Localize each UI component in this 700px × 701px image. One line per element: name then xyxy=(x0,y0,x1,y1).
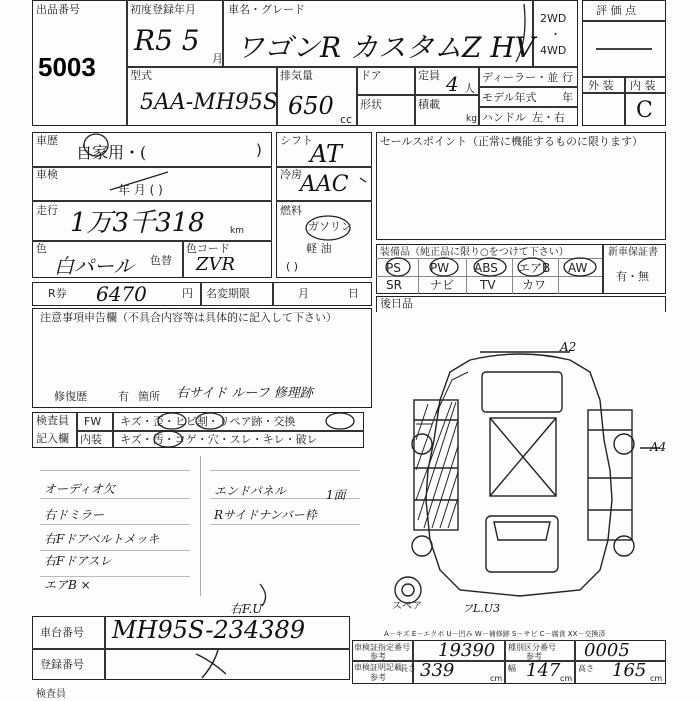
equipment-label: 装備品（純正品に限り○をつけて下さい） xyxy=(380,247,569,258)
reg-doc-ref: 参考 xyxy=(370,673,386,682)
class-no-label: 種別区分番号 xyxy=(508,643,556,652)
shape-label: 形状 xyxy=(360,98,382,111)
remark-8: 1面 xyxy=(326,488,346,502)
first-reg-label: 初度登録年月 xyxy=(130,3,196,16)
height-unit: cm xyxy=(650,674,663,683)
model-year-suffix: 年 xyxy=(562,91,573,104)
yen-unit: 円 xyxy=(182,287,193,300)
equip-tv: TV xyxy=(480,278,496,292)
displacement-value: 650 xyxy=(288,92,334,120)
sales-point-label: セールスポイント（正常に機能するものに限ります） xyxy=(380,135,644,148)
fuel-diesel: 軽 油 xyxy=(306,242,332,255)
remark-6: エンドパネル xyxy=(214,484,286,498)
month-unit-2: 月 xyxy=(298,287,309,300)
door-label: ドア xyxy=(360,69,382,82)
remark-3: 右Fドアベルトメッキ xyxy=(44,532,160,546)
width-value: 147 xyxy=(526,660,561,681)
month-unit: 月 xyxy=(212,52,223,65)
length-unit: cm xyxy=(490,674,503,683)
repair-location-value: 右サイド ルーフ 修理跡 xyxy=(176,386,313,401)
width-label: 幅 xyxy=(508,664,516,673)
equip-navi: ナビ xyxy=(430,278,455,292)
name-change-label: 名変期限 xyxy=(206,287,250,300)
inspection-value: 年 月 ( ) xyxy=(118,183,163,197)
handle-label: ハンドル xyxy=(482,111,526,124)
equip-ps: PS xyxy=(386,261,401,275)
drive-2wd: 2WD xyxy=(540,12,567,25)
mark-a2: A2 xyxy=(560,340,577,354)
shift-label: シフト xyxy=(280,134,313,147)
drive-dot: ・ xyxy=(550,28,561,41)
color-code-value: ZVR xyxy=(196,254,236,275)
entry-label: 記入欄 xyxy=(36,432,69,445)
spec-no-label: 車検証指定番号 xyxy=(354,643,410,652)
equip-sr: SR xyxy=(386,278,402,292)
fuel-label: 燃料 xyxy=(280,204,302,217)
fw-label: FW xyxy=(84,415,102,428)
model-year-label: モデル年式 xyxy=(482,91,537,104)
recycle-label: R券 xyxy=(48,287,67,300)
first-reg-value: R5 5 xyxy=(134,24,200,57)
color-code-label: 色コード xyxy=(186,242,230,255)
length-value: 339 xyxy=(420,660,455,681)
fuel-gas: ガソリン xyxy=(308,220,352,233)
fw-items: キズ・歪・ヒビ割・リペア跡・交換 xyxy=(120,415,296,428)
equip-airbag: エアB xyxy=(518,261,551,275)
handle-value: 左・右 xyxy=(532,111,565,124)
warranty-value: 有・無 xyxy=(616,270,649,283)
day-unit: 日 xyxy=(348,287,359,300)
remark-7: Rサイドナンバー枠 xyxy=(214,508,317,522)
drive-4wd: 4WD xyxy=(540,44,567,57)
car-name-value: ワゴンR カスタムZ HV xyxy=(236,31,535,64)
grade-label: 評 価 点 xyxy=(596,4,636,17)
equip-leather: カワ xyxy=(522,278,547,292)
class-no-value: 0005 xyxy=(584,640,630,661)
fuel-paren: ( ) xyxy=(286,260,299,273)
class-ref-label: 参考 xyxy=(526,652,542,661)
remark-2: 右ドミラー xyxy=(44,508,105,522)
reg-doc-label: 車検証明記載 xyxy=(354,663,402,672)
spec-no-value: 19390 xyxy=(438,640,496,661)
model-value: 5AA-MH95S xyxy=(140,90,278,115)
remark-5: エアB × xyxy=(44,578,91,592)
recycle-value: 6470 xyxy=(96,282,147,306)
width-unit: cm xyxy=(560,674,573,683)
cc-unit: cc xyxy=(340,113,353,126)
color-change-label: 色替 xyxy=(150,254,172,267)
spare-label: スペア xyxy=(392,601,422,612)
capacity-value: 4 xyxy=(446,72,459,96)
exterior-label: 外 装 xyxy=(588,79,614,92)
person-unit: 人 xyxy=(464,82,475,95)
remark-1: オーディオ欠 xyxy=(44,482,116,496)
chassis-label: 車台番号 xyxy=(40,626,84,639)
capacity-label: 定員 xyxy=(418,69,440,82)
damage-legend: A－キズ E－エクボ U－凹み W－補修跡 S－サビ C－腐食 XX－交換済 xyxy=(384,630,606,638)
repair-label: 修復歴 xyxy=(54,390,87,403)
ac-value: AAC xyxy=(300,172,349,197)
registration-label: 登録番号 xyxy=(40,658,84,671)
mark-a4: A4 xyxy=(650,440,667,454)
mileage-label: 走行 xyxy=(36,204,58,217)
notes-label: 注意事項申告欄（不具合内容等は具体的に記入して下さい） xyxy=(40,311,337,324)
next-inspector-label: 検査員 xyxy=(36,689,66,700)
in-label: 内装 xyxy=(80,433,102,446)
lot-number: 5003 xyxy=(38,52,96,82)
color-value: 白パール xyxy=(54,254,134,278)
equip-abs: ABS xyxy=(474,261,498,275)
dealer-label: ディーラー・並 xyxy=(482,71,559,84)
repair-location-label: 箇所 xyxy=(138,390,160,403)
ac-label: 冷房 xyxy=(280,168,302,181)
spec-ref-label: 参考 xyxy=(370,652,386,661)
color-label: 色 xyxy=(36,242,47,255)
remark-4: 右Fドアスレ xyxy=(44,554,112,568)
history-close: ) xyxy=(256,141,262,159)
inspection-label: 車検 xyxy=(36,168,58,181)
interior-label: 内 装 xyxy=(630,79,656,92)
rear-items-label: 後日品 xyxy=(380,297,413,310)
interior-grade: C xyxy=(636,98,653,123)
load-label: 積載 xyxy=(418,98,440,111)
warranty-label: 新車保証書 xyxy=(608,247,658,258)
history-label: 車歴 xyxy=(36,134,58,147)
model-label: 型式 xyxy=(130,69,152,82)
displacement-label: 排気量 xyxy=(280,69,313,82)
history-value: 自家用・( xyxy=(76,143,147,162)
dealer-suffix: 行 xyxy=(562,71,573,84)
length-label: 長さ xyxy=(400,664,416,673)
height-value: 165 xyxy=(612,660,647,681)
inspector-label: 検査員 xyxy=(36,414,69,427)
mileage-value: 1万3千318 xyxy=(70,208,205,238)
remark-9: 右F.U xyxy=(230,602,263,616)
repair-yes: 有 xyxy=(118,390,129,403)
shift-value: AT xyxy=(310,140,343,168)
lot-label: 出品番号 xyxy=(36,3,80,16)
chassis-value: MH95S-234389 xyxy=(112,616,306,644)
equip-aw: AW xyxy=(568,261,588,275)
in-items: キズ・汚・コゲ・穴・スレ・キレ・破レ xyxy=(120,433,318,446)
diagram-note: フL.U3 xyxy=(462,602,501,615)
kg-unit: kg xyxy=(466,114,477,124)
car-name-label: 車名・グレード xyxy=(228,3,305,16)
equip-pw: PW xyxy=(430,261,450,275)
height-label: 高さ xyxy=(578,664,594,673)
km-unit: km xyxy=(230,226,244,236)
